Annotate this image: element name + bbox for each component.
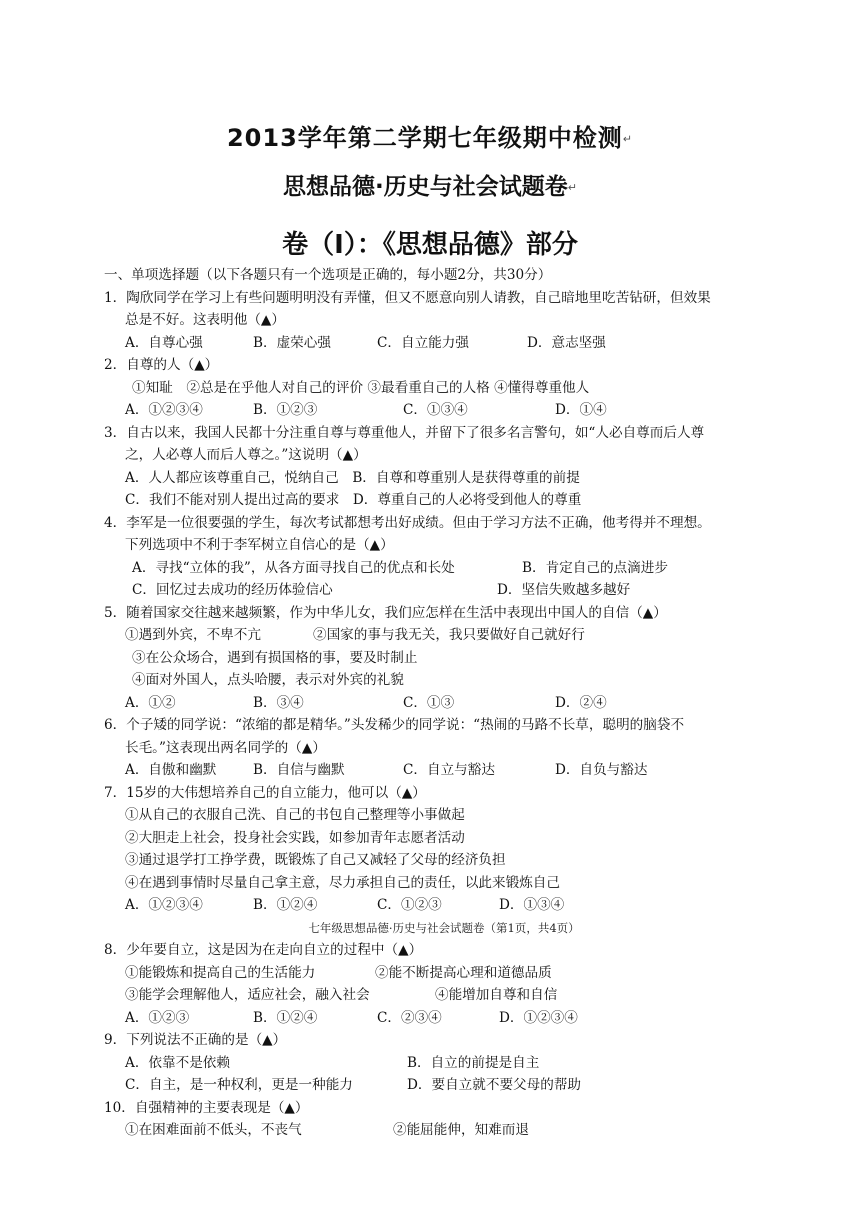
q8-stem: 8．少年要自立，这是因为在走向自立的过程中（▲）	[104, 942, 423, 958]
q8-options	[104, 1007, 784, 1030]
q2-option-b: B．①②③	[253, 402, 318, 418]
q10-item-2: ②能屈能伸，知难而退	[393, 1122, 529, 1138]
q5-stem: 5．随着国家交往越来越频繁，作为中华儿女，我们应怎样在生活中表现出中国人的自信（▲）	[104, 604, 667, 621]
q2-option-d: D．①④	[555, 402, 607, 418]
q8-item-1: ①能锻炼和提高自己的生活能力	[125, 964, 316, 981]
q8-items-34	[104, 984, 784, 1007]
q9-options-cd	[104, 1074, 784, 1097]
q4-option-c: C．回忆过去成功的经历体验信心	[132, 582, 333, 598]
q9-option-c: C．自主，是一种权利，更是一种能力	[125, 1077, 353, 1093]
q3-stem-cont: 之，人必尊人而后人尊之。”这说明（▲）	[125, 447, 367, 463]
q5-option-b: B．③④	[253, 694, 304, 711]
exam-subtitle-text: 思想品德·历史与社会试题卷	[283, 174, 568, 200]
q4-stem-cont: 下列选项中不利于李军树立自信心的是（▲）	[125, 537, 394, 553]
q5-item-4: ④面对外国人，点头哈腰，表示对外宾的礼貌	[132, 672, 404, 688]
q1-option-c: C．自立能力强	[377, 334, 469, 351]
q7-options	[104, 894, 784, 917]
q4-option-b: B．肯定自己的点滴进步	[522, 559, 668, 576]
q4-option-a: A．寻找“立体的我”，从各方面寻找自己的优点和长处	[132, 559, 455, 576]
q10-item-1: ①在困难面前不低头，不丧气	[125, 1122, 302, 1138]
q5-items-12	[104, 624, 784, 647]
q3-options-cd: C．我们不能对别人提出过高的要求 D．尊重自己的人必将受到他人的尊重	[125, 492, 582, 508]
q4-options-cd	[104, 579, 784, 602]
q5-options	[104, 692, 784, 715]
part-title: 卷（Ⅰ）：《思想品德》部分	[282, 230, 578, 260]
q4-stem: 4．李军是一位很要强的学生，每次考试都想考出好成绩。但由于学习方法不正确，他考得并不理想。	[104, 514, 711, 531]
q5-item-1: ①遇到外宾，不卑不亢	[125, 627, 261, 643]
q5-option-a: A．①②	[125, 694, 176, 711]
q7-option-c: C．①②③	[377, 897, 442, 913]
q10-items	[104, 1119, 784, 1142]
q2-options	[104, 399, 784, 422]
q1-options	[104, 332, 784, 355]
q1-option-d: D．意志坚强	[527, 334, 606, 351]
question-list	[104, 264, 784, 1142]
q5-item-3: ③在公众场合，遇到有损国格的事，要及时制止	[132, 649, 418, 666]
q6-options	[104, 759, 784, 782]
q6-option-a: A．自傲和幽默	[125, 762, 217, 778]
q6-stem-cont: 长毛。”这表现出两名同学的（▲）	[125, 739, 326, 756]
paragraph-mark: ↵	[622, 132, 633, 146]
q9-option-a: A．依靠不是依赖	[125, 1054, 230, 1071]
q10-stem: 10．自强精神的主要表现是（▲）	[104, 1099, 309, 1116]
q2-option-a: A．①②③④	[125, 402, 203, 418]
q5-option-c: C．①③	[403, 694, 455, 711]
q1-stem: 1．陶欣同学在学习上有些问题明明没有弄懂，但又不愿意向别人请教，自己暗地里吃苦钻研，但效果	[104, 289, 711, 306]
paragraph-mark: ↵	[567, 181, 577, 194]
q9-option-b: B．自立的前提是自主	[407, 1054, 540, 1071]
q7-item-2: ②大胆走上社会，投身社会实践，如参加青年志愿者活动	[125, 829, 465, 846]
q8-option-a: A．①②③	[125, 1009, 190, 1026]
q8-option-b: B．①②④	[253, 1009, 318, 1026]
page-footer: 七年级思想品德·历史与社会试题卷（第1页，共4页）	[308, 920, 580, 935]
q7-item-1: ①从自己的衣服自己洗、自己的书包自己整理等小事做起	[125, 807, 465, 823]
exam-subtitle	[0, 168, 860, 201]
q8-items-12	[104, 962, 784, 985]
q9-option-d: D．要自立就不要父母的帮助	[407, 1077, 582, 1093]
q8-item-3: ③能学会理解他人，适应社会，融入社会	[125, 987, 370, 1003]
q2-items: ①知耻 ②总是在乎他人对自己的评价 ③最看重自己的人格 ④懂得尊重他人	[132, 379, 590, 396]
q7-option-a: A．①②③④	[125, 897, 203, 913]
q8-item-4: ④能增加自尊和自信	[435, 987, 558, 1003]
q8-option-c: C．②③④	[377, 1009, 442, 1026]
q6-option-d: D．自负与豁达	[555, 762, 648, 778]
q9-stem: 9．下列说法不正确的是（▲）	[104, 1032, 287, 1048]
q7-item-3: ③通过退学打工挣学费，既锻炼了自己又减轻了父母的经济负担	[125, 852, 506, 868]
q3-options-ab: A．人人都应该尊重自己，悦纳自己 B．自尊和尊重别人是获得尊重的前提	[125, 469, 580, 486]
q1-option-b: B．虚荣心强	[253, 334, 331, 351]
q8-option-d: D．①②③④	[499, 1009, 578, 1026]
q3-stem: 3．自古以来，我国人民都十分注重自尊与尊重他人，并留下了很多名言警句，如“人必自尊而后人尊	[104, 424, 705, 441]
exam-title	[0, 118, 860, 153]
q7-option-b: B．①②④	[253, 897, 318, 913]
q5-option-d: D．②④	[555, 694, 607, 711]
q2-option-c: C．①③④	[403, 402, 468, 418]
q4-option-d: D．坚信失败越多越好	[497, 582, 631, 598]
q6-stem: 6．个子矮的同学说：“浓缩的都是精华。”头发稀少的同学说：“热闹的马路不长草，聪明的脑袋不	[104, 717, 685, 733]
q8-item-2: ②能不断提高心理和道德品质	[375, 964, 552, 981]
q1-option-a: A．自尊心强	[125, 334, 203, 351]
q9-options-ab	[104, 1052, 784, 1075]
q7-stem: 7．15岁的大伟想培养自己的自立能力，他可以（▲）	[104, 784, 426, 801]
q7-option-d: D．①③④	[499, 897, 565, 913]
exam-title-text: 2013学年第二学期七年级期中检测	[226, 124, 623, 152]
q6-option-c: C．自立与豁达	[403, 762, 495, 778]
q7-item-4: ④在遇到事情时尽量自己拿主意，尽力承担自己的责任，以此来锻炼自己	[125, 874, 560, 891]
q1-stem-cont: 总是不好。这表明他（▲）	[125, 312, 285, 328]
q5-item-2: ②国家的事与我无关，我只要做好自己就好行	[313, 627, 585, 643]
section-heading: 一、单项选择题（以下各题只有一个选项是正确的，每小题2分，共30分）	[104, 267, 552, 283]
q2-stem: 2．自尊的人（▲）	[104, 357, 219, 373]
q4-options-ab	[104, 557, 784, 580]
q6-option-b: B．自信与幽默	[253, 762, 345, 778]
